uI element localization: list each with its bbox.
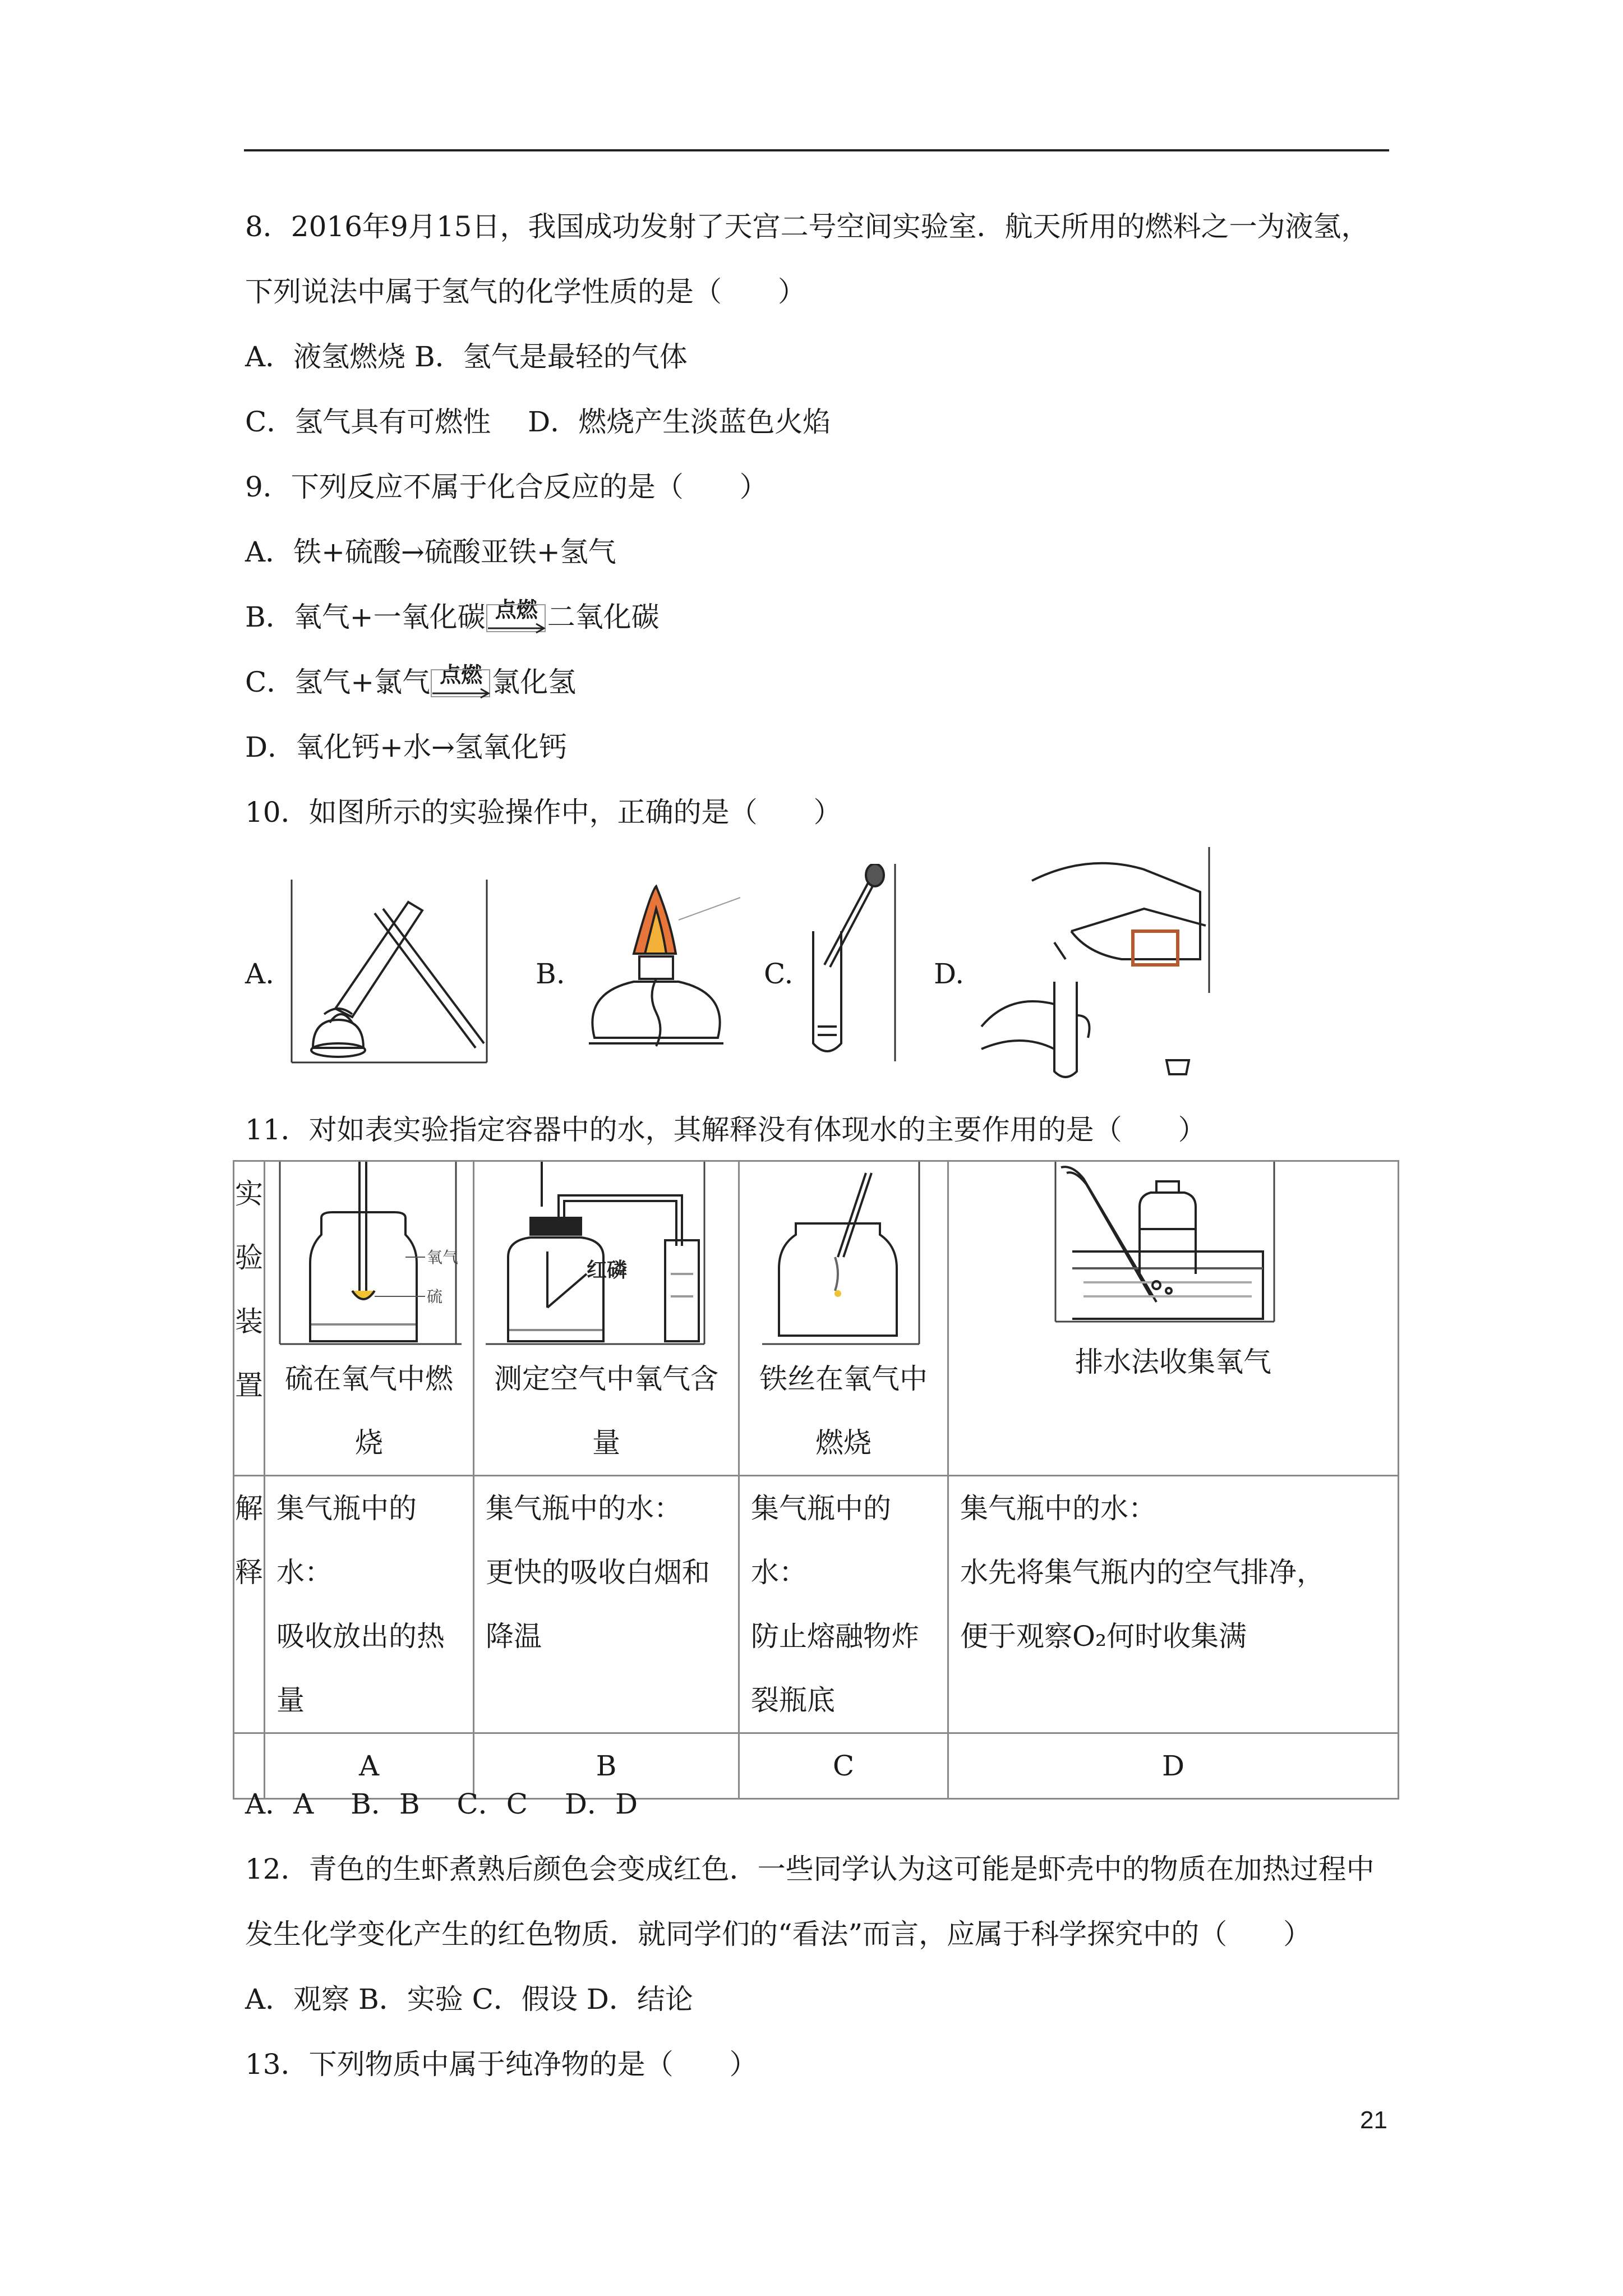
cell-explanation-d: 集气瓶中的水： 水先将集气瓶内的空气排净， 便于观察O₂何时收集满	[948, 1476, 1399, 1733]
q8-stem-line2: 下列说法中属于氢气的化学性质的是（ ）	[245, 275, 806, 308]
q11-table	[233, 1160, 1399, 1800]
q10-label-d: D.	[934, 958, 965, 990]
q8-stem-line1: 8．2016年9月15日，我国成功发射了天宫二号空间实验室．航天所用的燃料之一为液氢，	[245, 210, 1370, 243]
iron-wire-burning-image	[751, 1162, 936, 1347]
cell-explanation-b: 集气瓶中的水： 更快的吸收白烟和 降温	[474, 1476, 739, 1733]
q12-stem-line2: 发生化学变化产生的红色物质．就同学们的“看法”而言，应属于科学探究中的（ ）	[245, 1918, 1312, 1950]
q8-options-ab: A．液氢燃烧 B．氢气是最轻的气体	[245, 341, 688, 373]
caption-d: 排水法收集氧气	[1075, 1346, 1271, 1378]
cell-apparatus-b	[474, 1161, 739, 1476]
cell-apparatus-c	[739, 1161, 948, 1476]
q10-label-b: B.	[536, 958, 565, 990]
q9-option-b-product: 二氧化碳	[547, 601, 660, 633]
q10-image-c-dropper-in-test-tube	[802, 864, 897, 1061]
q10-label-c: C.	[764, 958, 794, 990]
q12-stem-line1: 12．青色的生虾煮熟后颜色会变成红色．一些同学认为这可能是虾壳中的物质在加热过程中	[245, 1853, 1375, 1885]
cell-explanation-c: 集气瓶中的水： 防止熔融物炸 裂瓶底	[739, 1476, 948, 1733]
cell-label-a: A	[265, 1733, 474, 1799]
label-oxygen: 氧气	[427, 1248, 459, 1267]
label-sulfur: 硫	[427, 1287, 443, 1306]
table-row	[234, 1161, 1399, 1476]
header-rule	[244, 149, 1389, 151]
q11-stem: 11．对如表实验指定容器中的水，其解释没有体现水的主要作用的是（ ）	[245, 1114, 1206, 1146]
sulfur-burning-image	[276, 1162, 462, 1347]
reaction-arrow	[430, 664, 492, 701]
caption-a: 硫在氧气中燃 烧	[285, 1363, 453, 1459]
q10-label-a: A.	[245, 958, 275, 990]
q9-option-d: D．氧化钙+水→氢氧化钙	[245, 731, 567, 763]
caption-c: 铁丝在氧气中 燃烧	[759, 1363, 928, 1459]
table-row	[234, 1476, 1399, 1733]
arrow-icon	[430, 668, 492, 701]
q10-image-b-alcohol-lamp	[572, 875, 740, 1059]
reaction-condition: 点燃	[440, 664, 483, 687]
cell-apparatus-a	[265, 1161, 474, 1476]
label-red-phosphorus: 红磷	[587, 1258, 628, 1282]
q9-option-c-product: 氯化氢	[492, 666, 577, 698]
q10-image-a-heating-test-tube	[291, 880, 488, 1064]
q8-options-cd: C．氢气具有可燃性 D．燃烧产生淡蓝色火焰	[245, 406, 831, 438]
oxygen-content-measurement-image	[486, 1162, 727, 1347]
cell-label-b: B	[474, 1733, 739, 1799]
q9-option-b	[245, 600, 660, 636]
row-header-apparatus: 实 验 装 置	[234, 1161, 265, 1476]
cell-apparatus-d	[948, 1161, 1399, 1476]
q9-option-a: A．铁+硫酸→硫酸亚铁+氢气	[245, 536, 616, 568]
q9-option-c-reactants: C．氢气+氯气	[245, 666, 431, 698]
reaction-arrow	[486, 599, 547, 636]
q9-option-b-reactants: B．氧气+一氧化碳	[245, 601, 486, 633]
reaction-condition: 点燃	[495, 599, 538, 622]
cell-label-d: D	[948, 1733, 1399, 1799]
q10-stem: 10．如图所示的实验操作中，正确的是（ ）	[245, 796, 842, 829]
q12-options: A．观察 B．实验 C．假设 D．结论	[245, 1983, 693, 2016]
arrow-icon	[486, 602, 547, 636]
cell-label-c: C	[739, 1733, 948, 1799]
caption-b: 测定空气中氧气含 量	[494, 1363, 718, 1459]
q9-stem: 9．下列反应不属于化合反应的是（ ）	[245, 471, 768, 503]
q10-image-d-pouring-liquid	[976, 847, 1211, 1083]
page-number: 21	[1360, 2106, 1387, 2134]
row-header-explanation: 解 释	[234, 1476, 265, 1733]
water-displacement-image	[960, 1162, 1386, 1330]
q13-stem: 13．下列物质中属于纯净物的是（ ）	[245, 2048, 758, 2081]
cell-explanation-a: 集气瓶中的水： 吸收放出的热 量	[265, 1476, 474, 1733]
q11-options: A．A B．B C．C D．D	[245, 1788, 638, 1820]
q9-option-c	[245, 665, 576, 701]
